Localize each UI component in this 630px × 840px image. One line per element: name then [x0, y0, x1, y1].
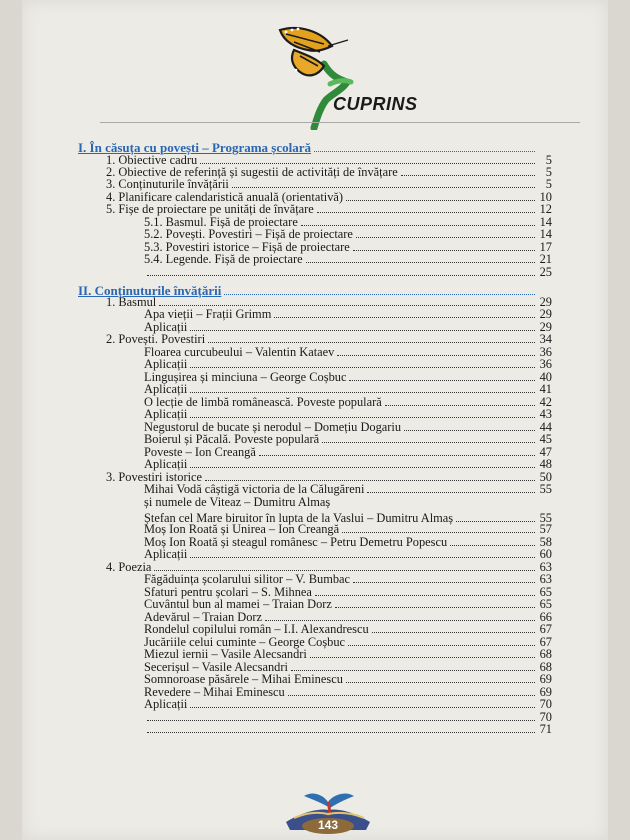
toc-entry-title: Aplicații	[144, 697, 188, 711]
toc-entry-page: 55	[539, 511, 552, 525]
dot-leader	[190, 358, 535, 368]
dot-leader	[385, 396, 535, 406]
toc-entry-page: 36	[539, 345, 552, 359]
toc-entry-page: 48	[539, 457, 552, 471]
toc-entry-title: 3. Povestiri istorice	[106, 470, 203, 484]
dot-leader	[310, 648, 535, 658]
toc-entry-title: Aplicații	[144, 357, 188, 371]
toc-entry-page: 29	[539, 320, 552, 334]
toc-entry-page: 60	[539, 547, 552, 561]
page-number: 143	[317, 818, 339, 832]
dot-leader	[348, 636, 535, 646]
dot-leader	[159, 296, 535, 306]
dot-leader	[224, 285, 535, 295]
toc-entry	[144, 496, 552, 509]
toc-entry-title: Mihai Vodă câștigă victoria de la Călugăreni	[144, 482, 365, 496]
toc-entry-page: 65	[539, 597, 552, 611]
dot-leader	[301, 216, 535, 226]
toc-entry-page: 42	[539, 395, 552, 409]
dot-leader	[147, 266, 535, 276]
toc-entry-title: I. În căsuța cu povești – Programa școlară	[78, 140, 312, 155]
toc-entry-page: 68	[539, 647, 552, 661]
toc-entry-title: Moș Ion Roată și Unirea – Ion Creangă	[144, 522, 340, 536]
dot-leader	[190, 383, 535, 393]
toc-entry-page: 63	[539, 560, 552, 574]
dot-leader	[306, 253, 535, 263]
toc-entry	[144, 723, 552, 736]
dot-leader	[291, 661, 535, 671]
toc-entry	[144, 458, 552, 471]
toc-entry-page: 67	[539, 635, 552, 649]
dot-leader	[200, 154, 535, 164]
toc-entry-page: 14	[539, 215, 552, 229]
dot-leader	[288, 686, 535, 696]
toc-entry-title: Cuvântul bun al mamei – Traian Dorz	[144, 597, 332, 611]
toc-entry-page: 70	[539, 697, 552, 711]
toc-entry-page: 50	[539, 470, 552, 484]
toc-entry-title: 1. Basmul	[106, 295, 157, 309]
dot-leader	[353, 241, 535, 251]
dot-leader	[274, 308, 535, 318]
toc-entry	[144, 266, 552, 279]
toc-entry-page: 21	[539, 252, 552, 266]
toc-entry-title: 5.3. Povestiri istorice – Fișă de proiectare	[144, 240, 350, 254]
toc-entry-title: O lecție de limbă românească. Poveste populară	[144, 395, 382, 409]
toc-entry-title: Ștefan cel Mare biruitor în lupta de la Vaslui – Dumitru Almaș	[144, 511, 454, 525]
toc-entry-page: 14	[539, 227, 552, 241]
toc-entry-title: Făgăduința școlarului silitor – V. Bumbac	[144, 572, 351, 586]
toc-entry	[144, 308, 552, 321]
dot-leader	[342, 523, 535, 533]
dot-leader	[335, 598, 535, 608]
toc-entry-title: Revedere – Mihai Eminescu	[144, 685, 285, 699]
toc-entry-title: și numele de Viteaz – Dumitru Almaș	[144, 495, 331, 509]
dot-leader	[401, 166, 535, 176]
toc-entry-title: 5.2. Povești. Povestiri – Fișă de proiectare	[144, 227, 353, 241]
toc-entry-page: 17	[539, 240, 552, 254]
dot-leader	[346, 673, 535, 683]
toc-entry-title: Jucăriile celui cuminte – George Coșbuc	[144, 635, 346, 649]
toc-entry-title: Boierul și Păcală. Poveste populară	[144, 432, 320, 446]
dot-leader	[147, 711, 535, 721]
dot-leader	[404, 421, 535, 431]
toc-entry-title: Aplicații	[144, 547, 188, 561]
toc-entry-page: 68	[539, 660, 552, 674]
dot-leader	[450, 536, 535, 546]
toc-entry-page: 29	[539, 295, 552, 309]
book-page	[22, 0, 608, 840]
dot-leader	[356, 228, 535, 238]
toc-entry-page: 40	[539, 370, 552, 384]
toc-entry-title: 4. Poezia	[106, 560, 152, 574]
toc-entry-title: 3. Conținuturile învățării	[106, 177, 229, 191]
toc-entry-page: 58	[539, 535, 552, 549]
toc-entry-title: Miezul iernii – Vasile Alecsandri	[144, 647, 307, 661]
toc-entry-title: 5.4. Legende. Fișă de proiectare	[144, 252, 303, 266]
toc-entry-title: Somnoroase păsărele – Mihai Eminescu	[144, 672, 343, 686]
toc-entry	[144, 698, 552, 711]
dot-leader	[147, 723, 535, 733]
dot-leader	[322, 433, 535, 443]
dot-leader	[456, 512, 535, 522]
toc-entry-title: Sfaturi pentru școlari – S. Mihnea	[144, 585, 312, 599]
dot-leader	[367, 483, 535, 493]
dot-leader	[372, 623, 535, 633]
dot-leader	[190, 321, 535, 331]
toc-entry-page: 41	[539, 382, 552, 396]
toc-entry-title: Aplicații	[144, 320, 188, 334]
toc-entry-title: Secerișul – Vasile Alecsandri	[144, 660, 288, 674]
toc-entry-page: 34	[539, 332, 552, 346]
toc-entry-title: 5. Fișe de proiectare pe unități de învățare	[106, 202, 314, 216]
toc-entry-title: II. Conținuturile învățării	[78, 283, 222, 298]
toc-entry-title: Aplicații	[144, 407, 188, 421]
toc-entry-title: Lingușirea și minciuna – George Coșbuc	[144, 370, 347, 384]
toc-entry-title: 4. Planificare calendaristică anuală (orientativă)	[106, 190, 344, 204]
dot-leader	[232, 178, 535, 188]
dot-leader	[353, 573, 535, 583]
dot-leader	[314, 142, 535, 152]
toc-entry-title: 2. Povești. Povestiri	[106, 332, 206, 346]
toc-entry-page: 5	[545, 165, 552, 179]
dot-leader	[317, 203, 535, 213]
toc-entry-page: 57	[539, 522, 552, 536]
dot-leader	[190, 698, 535, 708]
toc-entry-title: Poveste – Ion Creangă	[144, 445, 256, 459]
toc-entry-page: 67	[539, 622, 552, 636]
toc-entry-title: Rondelul copilului român – I.I. Alexandrescu	[144, 622, 369, 636]
toc-entry-title: Aplicații	[144, 457, 188, 471]
toc-entry-page: 55	[539, 482, 552, 496]
dot-leader	[205, 471, 535, 481]
toc-entry-page: 71	[539, 722, 552, 736]
dot-leader	[337, 346, 535, 356]
dot-leader	[190, 458, 535, 468]
dot-leader	[349, 371, 535, 381]
toc-entry-title: Floarea curcubeului – Valentin Kataev	[144, 345, 335, 359]
dot-leader	[190, 408, 535, 418]
toc-entry-page: 47	[539, 445, 552, 459]
toc-entry-page: 44	[539, 420, 552, 434]
toc-entry-page: 63	[539, 572, 552, 586]
toc-title: CUPRINS	[333, 94, 418, 114]
toc-entry-title: Adevărul – Traian Dorz	[144, 610, 263, 624]
toc-entry-page: 5	[545, 177, 552, 191]
toc-entry-title: 1. Obiective cadru	[106, 153, 198, 167]
dot-leader	[259, 446, 535, 456]
toc-entry-page: 36	[539, 357, 552, 371]
toc-entry	[144, 253, 552, 266]
toc-entry-page: 5	[545, 153, 552, 167]
toc-entry-title: Moș Ion Roată și steagul românesc – Petru Demetru Popescu	[144, 535, 448, 549]
dot-leader	[208, 333, 535, 343]
toc-entry-title: Aplicații	[144, 382, 188, 396]
toc-entry-page: 66	[539, 610, 552, 624]
toc-entry-title: 5.1. Basmul. Fișă de proiectare	[144, 215, 298, 229]
toc-entry-page: 69	[539, 672, 552, 686]
toc-entry-page: 69	[539, 685, 552, 699]
dot-leader	[265, 611, 535, 621]
toc-entry-title: Negustorul de bucate și nerodul – Domețiu Dogariu	[144, 420, 402, 434]
toc-entry-page: 70	[539, 710, 552, 724]
toc-entry-page: 25	[539, 265, 552, 279]
dot-leader	[190, 548, 535, 558]
header-divider	[100, 122, 580, 123]
toc-entry-page: 12	[539, 202, 552, 216]
toc-entry-page: 65	[539, 585, 552, 599]
dot-leader	[346, 191, 535, 201]
toc-entry-title: Apa vieții – Frații Grimm	[144, 307, 272, 321]
dot-leader	[315, 586, 535, 596]
toc-entry-page: 10	[539, 190, 552, 204]
toc-entry	[144, 548, 552, 561]
dot-leader	[154, 561, 535, 571]
toc-entry-page: 45	[539, 432, 552, 446]
toc-entry-page: 43	[539, 407, 552, 421]
toc-entry-title: 2. Obiective de referință și sugestii de activități de învățare	[106, 165, 398, 179]
toc-entry-page: 29	[539, 307, 552, 321]
